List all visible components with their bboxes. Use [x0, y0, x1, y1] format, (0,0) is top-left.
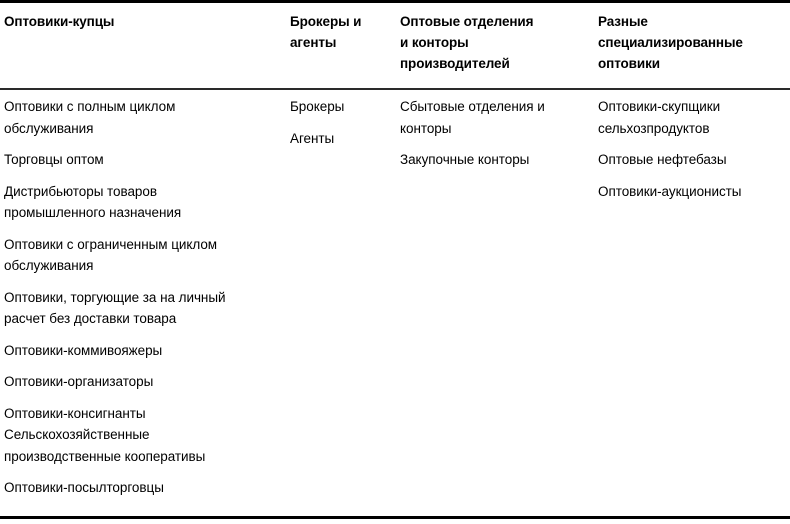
table-cell-line: Оптовики-аукционисты	[598, 183, 742, 199]
column-header-line: Оптовые отделения	[400, 14, 534, 29]
table-cell-line: расчет без доставки товара	[4, 311, 177, 326]
table-cell-item	[4, 96, 288, 139]
table-cell-line: Оптовики-коммивояжеры	[4, 342, 163, 358]
table-cell-item	[4, 287, 288, 330]
column-body-various-specialized-wholesalers	[598, 96, 790, 202]
column-header-brokers-and-agents	[290, 11, 398, 53]
column-header-manufacturer-branches-offices	[400, 11, 596, 74]
table-cell-item	[4, 424, 288, 467]
table-cell-item	[598, 149, 790, 171]
table-cell-item	[4, 403, 288, 425]
table-cell-item	[598, 96, 790, 139]
table-cell-item	[4, 181, 288, 224]
table-cell-line: Сбытовые отделения и	[400, 99, 545, 114]
table-cell-line: Брокеры	[290, 99, 345, 114]
table-cell-item	[4, 340, 288, 362]
table-cell-line: Оптовики с ограниченным циклом	[4, 236, 218, 252]
table-cell-line: Оптовые нефтебазы	[598, 152, 727, 167]
table-cell-item	[4, 477, 288, 499]
table-cell-line: производственные кооперативы	[4, 448, 206, 464]
column-header-line: специализированные	[598, 35, 743, 50]
table-cell-item	[4, 234, 288, 277]
table-cell-item	[290, 128, 398, 150]
table-cell-item	[400, 149, 596, 171]
table-cell-item	[290, 96, 398, 118]
table-cell-line: Агенты	[290, 130, 335, 146]
table-top-rule	[0, 0, 790, 3]
table-cell-line: промышленного назначения	[4, 205, 182, 220]
column-header-line: производителей	[400, 56, 510, 71]
column-body-manufacturer-branches-offices	[400, 96, 596, 171]
column-header-line: агенты	[290, 35, 337, 50]
table-cell-item	[400, 96, 596, 139]
table-cell-item	[4, 371, 288, 393]
table-cell-line: Оптовики-скупщики	[598, 99, 721, 114]
column-header-line: и конторы	[400, 35, 469, 50]
table-cell-line: Торговцы оптом	[4, 152, 104, 167]
table-cell-line: обслуживания	[4, 120, 94, 136]
column-header-merchant-wholesalers	[4, 11, 288, 32]
table-cell-line: Оптовики-организаторы	[4, 374, 154, 389]
column-header-line: Брокеры и	[290, 14, 362, 29]
column-header-line: Разные	[598, 14, 648, 29]
table-cell-line: Оптовики, торгующие за на личный	[4, 289, 226, 305]
table-cell-item	[4, 149, 288, 171]
column-header-line: Оптовики-купцы	[4, 14, 115, 29]
column-header-various-specialized-wholesalers	[598, 11, 790, 74]
table-cell-line: Закупочные конторы	[400, 152, 530, 167]
table-bottom-rule	[0, 516, 790, 519]
table-cell-line: Оптовики с полным циклом	[4, 99, 176, 114]
table-cell-line: обслуживания	[4, 258, 94, 273]
table-cell-item	[598, 181, 790, 203]
table-cell-line: сельхозпродуктов	[598, 120, 710, 136]
table-cell-line: Сельскохозяйственные	[4, 427, 150, 442]
table-cell-line: Дистрибьюторы товаров	[4, 183, 157, 199]
column-body-merchant-wholesalers	[4, 96, 288, 499]
table-cell-line: Оптовики-консигнанты	[4, 405, 146, 421]
table-cell-line: конторы	[400, 120, 452, 136]
column-body-brokers-and-agents	[290, 96, 398, 149]
column-header-line: оптовики	[598, 56, 660, 71]
table-cell-line: Оптовики-посылторговцы	[4, 480, 164, 495]
table-header-separator-rule	[0, 88, 790, 90]
